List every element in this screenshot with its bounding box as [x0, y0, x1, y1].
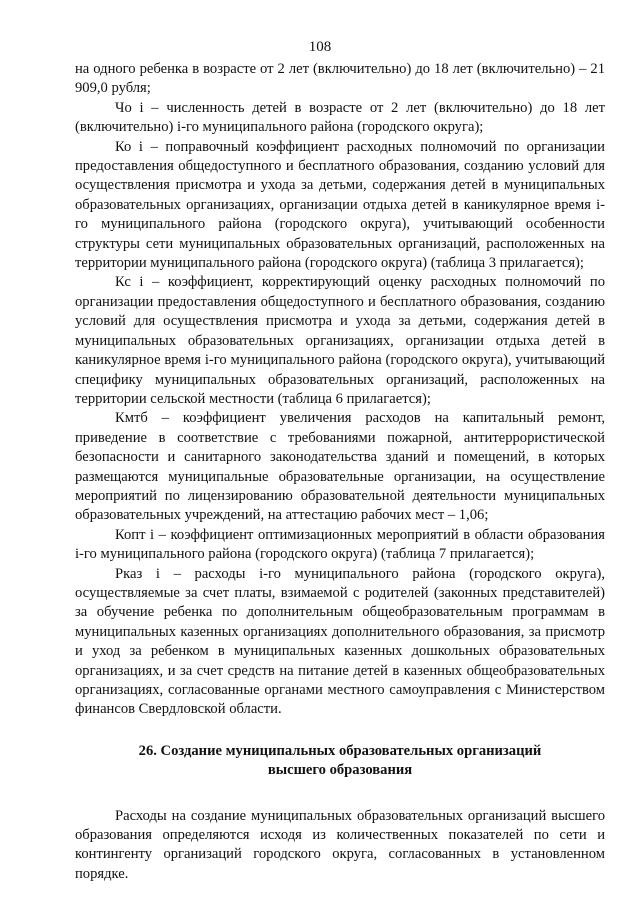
paragraph-kmtb-definition: Кмтб – коэффициент увеличения расходов на капитальный ремонт, приведение в соответствие с требованиями пожарной, антитеррористической безопасности и санитарного законодательства зданий и помещений, в которых размещаются муниципальные образовательные организации, на осуществление мероприятий по лицензированию образовательной деятельности муниципальных образовательных учреждений, на аттестацию рабочих мест – 1,06; — [75, 410, 605, 524]
section-heading — [75, 742, 605, 781]
section-heading-line1: 26. Создание муниципальных образовательных организаций — [138, 742, 542, 759]
paragraph-rkaz-definition: Рказ i – расходы i-го муниципального района (городского округа), осуществляемые за счет платы, взимаемой с родителей (законных представителей) за обучение ребенка по дополнительным общеобразовательным программам в муниципальных казенных организациях дополнительного образования, за присмотр и уход за ребенком в муниципальных казенных дошкольных образовательных организациях, и за счет средств на питание детей в казенных общеобразовательных организациях, согласованные органами местного самоуправления с Министерством финансов Свердловской области. — [75, 565, 605, 718]
section-paragraph: Расходы на создание муниципальных образовательных организаций высшего образования определяются исходя из количественных показателей по сети и контингенту организаций городского округа, согласованных в установленном порядке. — [75, 807, 605, 882]
page-number: 108 — [308, 39, 332, 55]
document-body — [75, 60, 605, 884]
paragraph-ks-definition: Кс i – коэффициент, корректирующий оценку расходных полномочий по организации предоставления общедоступного и бесплатного образования, созданию условий для осуществления присмотра и ухода за детьми, содержания детей в муниципальных образовательных организациях, организации отдыха детей в каникулярное время i-го муниципального района (городского округа), учитывающий специфику муниципальных образовательных организаций, расположенных на территории сельской местности (таблица 6 прилагается); — [75, 274, 605, 407]
paragraph-kopt-definition: Копт i – коэффициент оптимизационных мероприятий в области образования i-го муниципального района (городского округа) (таблица 7 прилагается); — [75, 526, 605, 563]
section-heading-line2: высшего образования — [267, 762, 413, 779]
paragraph-cho-definition: Чо i – численность детей в возрасте от 2 лет (включительно) до 18 лет (включительно) i-го муниципального района (городского округа); — [75, 99, 605, 136]
paragraph-ko-definition: Ко i – поправочный коэффициент расходных полномочий по организации предоставления общедоступного и бесплатного образования, созданию условий для осуществления присмотра и ухода за детьми, содержания детей в муниципальных образовательных организациях, организации отдыха детей в каникулярное время i-го муниципального района (городского округа), учитывающий особенности структуры сети муниципальных образовательных организаций, расположенных на территории муниципального района (городского округа) (таблица 3 прилагается); — [75, 138, 605, 272]
paragraph-continuation: на одного ребенка в возрасте от 2 лет (включительно) до 18 лет (включительно) – 21 909,0 рубля; — [75, 61, 605, 97]
